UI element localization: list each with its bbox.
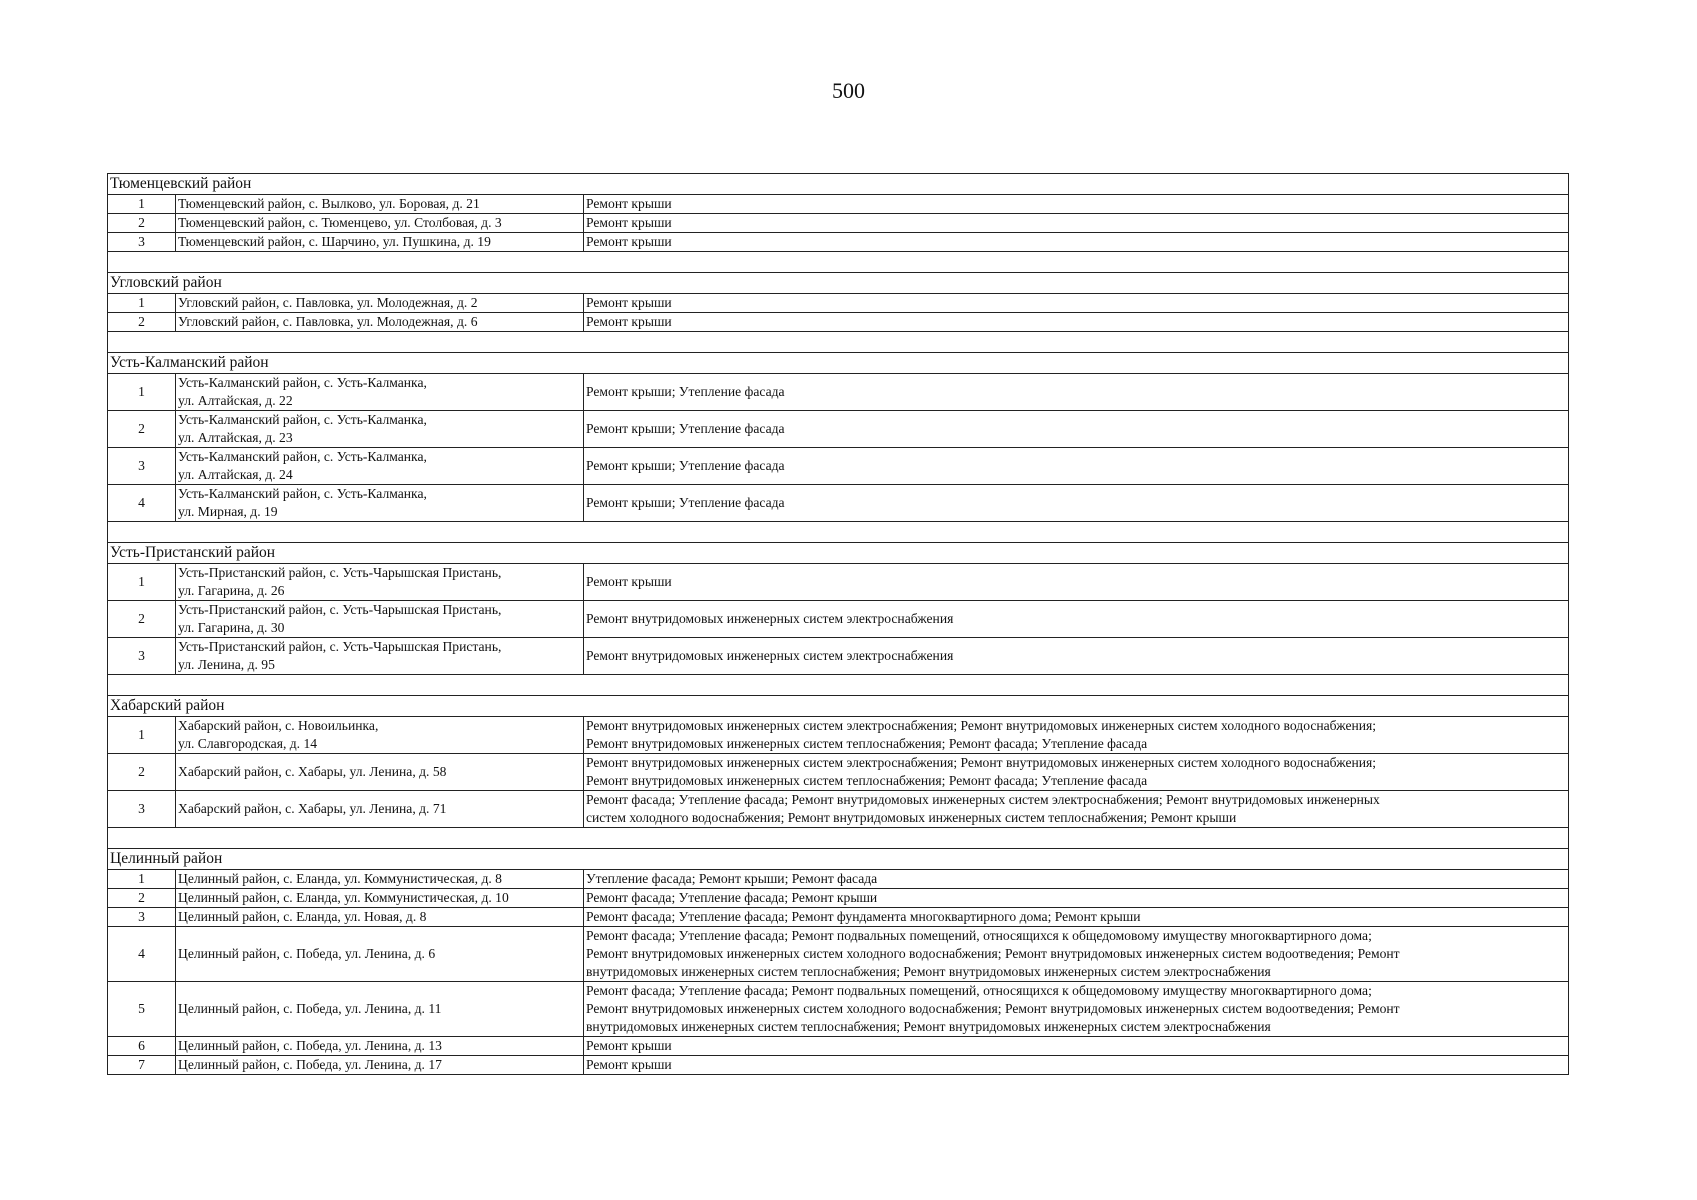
row-number: 2 — [108, 889, 176, 908]
works-cell — [584, 638, 1569, 675]
address-cell — [176, 214, 584, 233]
district-spacer — [108, 675, 1569, 696]
row-number: 3 — [108, 791, 176, 828]
works-cell — [584, 1037, 1569, 1056]
table-row — [108, 374, 1569, 411]
table-row — [108, 564, 1569, 601]
works-cell — [584, 233, 1569, 252]
address-line: Усть-Калманский район, с. Усть-Калманка, — [178, 375, 427, 390]
address-cell — [176, 313, 584, 332]
works-cell — [584, 908, 1569, 927]
works-cell — [584, 889, 1569, 908]
address-line: Усть-Калманский район, с. Усть-Калманка, — [178, 449, 427, 464]
address-cell — [176, 294, 584, 313]
row-number: 4 — [108, 927, 176, 982]
works-cell — [584, 294, 1569, 313]
address-line: ул. Мирная, д. 19 — [178, 504, 278, 519]
district-header-row — [108, 696, 1569, 717]
table-row — [108, 233, 1569, 252]
district-name: Тюменцевский район — [108, 174, 1569, 195]
row-number: 5 — [108, 982, 176, 1037]
row-number: 3 — [108, 908, 176, 927]
registry-body — [108, 174, 1569, 1075]
works-line: Ремонт внутридомовых инженерных систем теплоснабжения; Ремонт фасада; Утепление фасада — [586, 773, 1148, 788]
district-spacer — [108, 252, 1569, 273]
works-cell — [584, 870, 1569, 889]
row-number: 3 — [108, 638, 176, 675]
address-line: Усть-Пристанский район, с. Усть-Чарышская Пристань, — [178, 602, 502, 617]
spacer-cell — [108, 522, 1569, 543]
table-row — [108, 908, 1569, 927]
address-line: Тюменцевский район, с. Вылково, ул. Боровая, д. 21 — [178, 196, 480, 211]
address-cell — [176, 1037, 584, 1056]
address-cell — [176, 908, 584, 927]
works-line: Ремонт крыши — [586, 314, 672, 329]
address-line: Угловский район, с. Павловка, ул. Молодежная, д. 6 — [178, 314, 478, 329]
address-line: Усть-Пристанский район, с. Усть-Чарышская Пристань, — [178, 639, 502, 654]
address-cell — [176, 374, 584, 411]
district-name: Целинный район — [108, 849, 1569, 870]
district-header-row — [108, 174, 1569, 195]
table-row — [108, 411, 1569, 448]
address-line: Тюменцевский район, с. Шарчино, ул. Пушкина, д. 19 — [178, 234, 491, 249]
address-line: Целинный район, с. Победа, ул. Ленина, д. 11 — [178, 1001, 442, 1016]
address-cell — [176, 870, 584, 889]
works-cell — [584, 927, 1569, 982]
works-cell — [584, 601, 1569, 638]
district-header-row — [108, 849, 1569, 870]
address-line: Усть-Калманский район, с. Усть-Калманка, — [178, 486, 427, 501]
works-line: Ремонт крыши — [586, 215, 672, 230]
works-line: Ремонт крыши; Утепление фасада — [586, 384, 785, 399]
spacer-cell — [108, 828, 1569, 849]
address-cell — [176, 233, 584, 252]
row-number: 2 — [108, 754, 176, 791]
address-cell — [176, 564, 584, 601]
works-line: Ремонт крыши — [586, 1057, 672, 1072]
address-cell — [176, 448, 584, 485]
address-line: Тюменцевский район, с. Тюменцево, ул. Столбовая, д. 3 — [178, 215, 502, 230]
works-line: внутридомовых инженерных систем теплоснабжения; Ремонт внутридомовых инженерных систем электроснабжения — [586, 964, 1271, 979]
works-line: Ремонт фасада; Утепление фасада; Ремонт крыши — [586, 890, 878, 905]
address-cell — [176, 717, 584, 754]
address-line: ул. Гагарина, д. 30 — [178, 620, 285, 635]
row-number: 3 — [108, 233, 176, 252]
row-number: 1 — [108, 195, 176, 214]
works-cell — [584, 982, 1569, 1037]
row-number: 2 — [108, 601, 176, 638]
table-row — [108, 982, 1569, 1037]
row-number: 1 — [108, 870, 176, 889]
district-header-row — [108, 353, 1569, 374]
table-row — [108, 638, 1569, 675]
works-line: Ремонт внутридомовых инженерных систем электроснабжения — [586, 648, 954, 663]
table-row — [108, 927, 1569, 982]
row-number: 3 — [108, 448, 176, 485]
address-line: Целинный район, с. Победа, ул. Ленина, д. 6 — [178, 946, 436, 961]
table-row — [108, 214, 1569, 233]
works-line: Ремонт крыши — [586, 574, 672, 589]
works-line: Утепление фасада; Ремонт крыши; Ремонт фасада — [586, 871, 878, 886]
works-line: Ремонт внутридомовых инженерных систем теплоснабжения; Ремонт фасада; Утепление фасада — [586, 736, 1148, 751]
works-line: Ремонт фасада; Утепление фасада; Ремонт фундамента многоквартирного дома; Ремонт крыши — [586, 909, 1141, 924]
works-cell — [584, 1056, 1569, 1075]
row-number: 1 — [108, 717, 176, 754]
spacer-cell — [108, 675, 1569, 696]
district-header-row — [108, 543, 1569, 564]
works-line: внутридомовых инженерных систем теплоснабжения; Ремонт внутридомовых инженерных систем электроснабжения — [586, 1019, 1271, 1034]
works-line: Ремонт крыши; Утепление фасада — [586, 458, 785, 473]
works-line: систем холодного водоснабжения; Ремонт внутридомовых инженерных систем теплоснабжения; Ремонт крыши — [586, 810, 1237, 825]
row-number: 2 — [108, 411, 176, 448]
address-cell — [176, 411, 584, 448]
works-line: Ремонт фасада; Утепление фасада; Ремонт подвальных помещений, относящихся к общедомовому имуществу многоквартирного дома; — [586, 983, 1372, 998]
address-line: ул. Славгородская, д. 14 — [178, 736, 318, 751]
address-cell — [176, 1056, 584, 1075]
table-row — [108, 294, 1569, 313]
spacer-cell — [108, 332, 1569, 353]
spacer-cell — [108, 252, 1569, 273]
row-number: 1 — [108, 294, 176, 313]
address-line: Целинный район, с. Еланда, ул. Новая, д. 8 — [178, 909, 427, 924]
district-spacer — [108, 332, 1569, 353]
works-cell — [584, 791, 1569, 828]
address-cell — [176, 889, 584, 908]
row-number: 7 — [108, 1056, 176, 1075]
address-line: ул. Ленина, д. 95 — [178, 657, 275, 672]
district-spacer — [108, 522, 1569, 543]
table-row — [108, 1037, 1569, 1056]
works-cell — [584, 214, 1569, 233]
district-spacer — [108, 828, 1569, 849]
address-line: ул. Алтайская, д. 24 — [178, 467, 293, 482]
address-cell — [176, 927, 584, 982]
table-row — [108, 195, 1569, 214]
address-cell — [176, 754, 584, 791]
works-line: Ремонт крыши; Утепление фасада — [586, 495, 785, 510]
address-line: ул. Алтайская, д. 23 — [178, 430, 293, 445]
works-line: Ремонт крыши — [586, 1038, 672, 1053]
works-line: Ремонт крыши — [586, 234, 672, 249]
district-name: Угловский район — [108, 273, 1569, 294]
works-line: Ремонт внутридомовых инженерных систем холодного водоснабжения; Ремонт внутридомовых инженерных систем водоотведения; Ремонт — [586, 1001, 1400, 1016]
works-line: Ремонт внутридомовых инженерных систем электроснабжения — [586, 611, 954, 626]
district-name: Усть-Калманский район — [108, 353, 1569, 374]
address-cell — [176, 485, 584, 522]
row-number: 2 — [108, 313, 176, 332]
address-line: Хабарский район, с. Хабары, ул. Ленина, д. 58 — [178, 764, 447, 779]
works-line: Ремонт фасада; Утепление фасада; Ремонт внутридомовых инженерных систем электроснабжения; Ремонт внутридомовых инженерных — [586, 792, 1380, 807]
works-cell — [584, 195, 1569, 214]
address-line: Хабарский район, с. Новоильинка, — [178, 718, 379, 733]
works-line: Ремонт внутридомовых инженерных систем электроснабжения; Ремонт внутридомовых инженерных систем холодного водоснабжения; — [586, 755, 1377, 770]
address-cell — [176, 791, 584, 828]
address-cell — [176, 638, 584, 675]
address-line: Целинный район, с. Еланда, ул. Коммунистическая, д. 8 — [178, 871, 502, 886]
address-line: Хабарский район, с. Хабары, ул. Ленина, д. 71 — [178, 801, 447, 816]
works-cell — [584, 411, 1569, 448]
address-cell — [176, 601, 584, 638]
works-cell — [584, 448, 1569, 485]
address-line: Усть-Калманский район, с. Усть-Калманка, — [178, 412, 427, 427]
table-row — [108, 448, 1569, 485]
table-row — [108, 313, 1569, 332]
row-number: 2 — [108, 214, 176, 233]
address-line: Угловский район, с. Павловка, ул. Молодежная, д. 2 — [178, 295, 478, 310]
row-number: 1 — [108, 564, 176, 601]
table-row — [108, 754, 1569, 791]
works-line: Ремонт внутридомовых инженерных систем электроснабжения; Ремонт внутридомовых инженерных систем холодного водоснабжения; — [586, 718, 1377, 733]
table-row — [108, 717, 1569, 754]
row-number: 4 — [108, 485, 176, 522]
works-cell — [584, 374, 1569, 411]
works-cell — [584, 564, 1569, 601]
district-header-row — [108, 273, 1569, 294]
table-row — [108, 791, 1569, 828]
district-name: Усть-Пристанский район — [108, 543, 1569, 564]
works-cell — [584, 717, 1569, 754]
address-line: Целинный район, с. Победа, ул. Ленина, д. 17 — [178, 1057, 442, 1072]
table-row — [108, 601, 1569, 638]
address-line: ул. Алтайская, д. 22 — [178, 393, 293, 408]
address-line: Целинный район, с. Еланда, ул. Коммунистическая, д. 10 — [178, 890, 509, 905]
table-row — [108, 889, 1569, 908]
row-number: 1 — [108, 374, 176, 411]
table-row — [108, 485, 1569, 522]
registry-table — [107, 173, 1569, 1075]
address-line: ул. Гагарина, д. 26 — [178, 583, 285, 598]
works-cell — [584, 313, 1569, 332]
works-line: Ремонт крыши; Утепление фасада — [586, 421, 785, 436]
district-name: Хабарский район — [108, 696, 1569, 717]
address-cell — [176, 982, 584, 1037]
registry-table-container — [107, 173, 1568, 1075]
works-cell — [584, 754, 1569, 791]
address-line: Целинный район, с. Победа, ул. Ленина, д. 13 — [178, 1038, 442, 1053]
address-line: Усть-Пристанский район, с. Усть-Чарышская Пристань, — [178, 565, 502, 580]
table-row — [108, 870, 1569, 889]
works-cell — [584, 485, 1569, 522]
works-line: Ремонт внутридомовых инженерных систем холодного водоснабжения; Ремонт внутридомовых инженерных систем водоотведения; Ремонт — [586, 946, 1400, 961]
row-number: 6 — [108, 1037, 176, 1056]
table-row — [108, 1056, 1569, 1075]
page-number: 500 — [832, 78, 865, 103]
works-line: Ремонт фасада; Утепление фасада; Ремонт подвальных помещений, относящихся к общедомовому имуществу многоквартирного дома; — [586, 928, 1372, 943]
works-line: Ремонт крыши — [586, 196, 672, 211]
works-line: Ремонт крыши — [586, 295, 672, 310]
address-cell — [176, 195, 584, 214]
